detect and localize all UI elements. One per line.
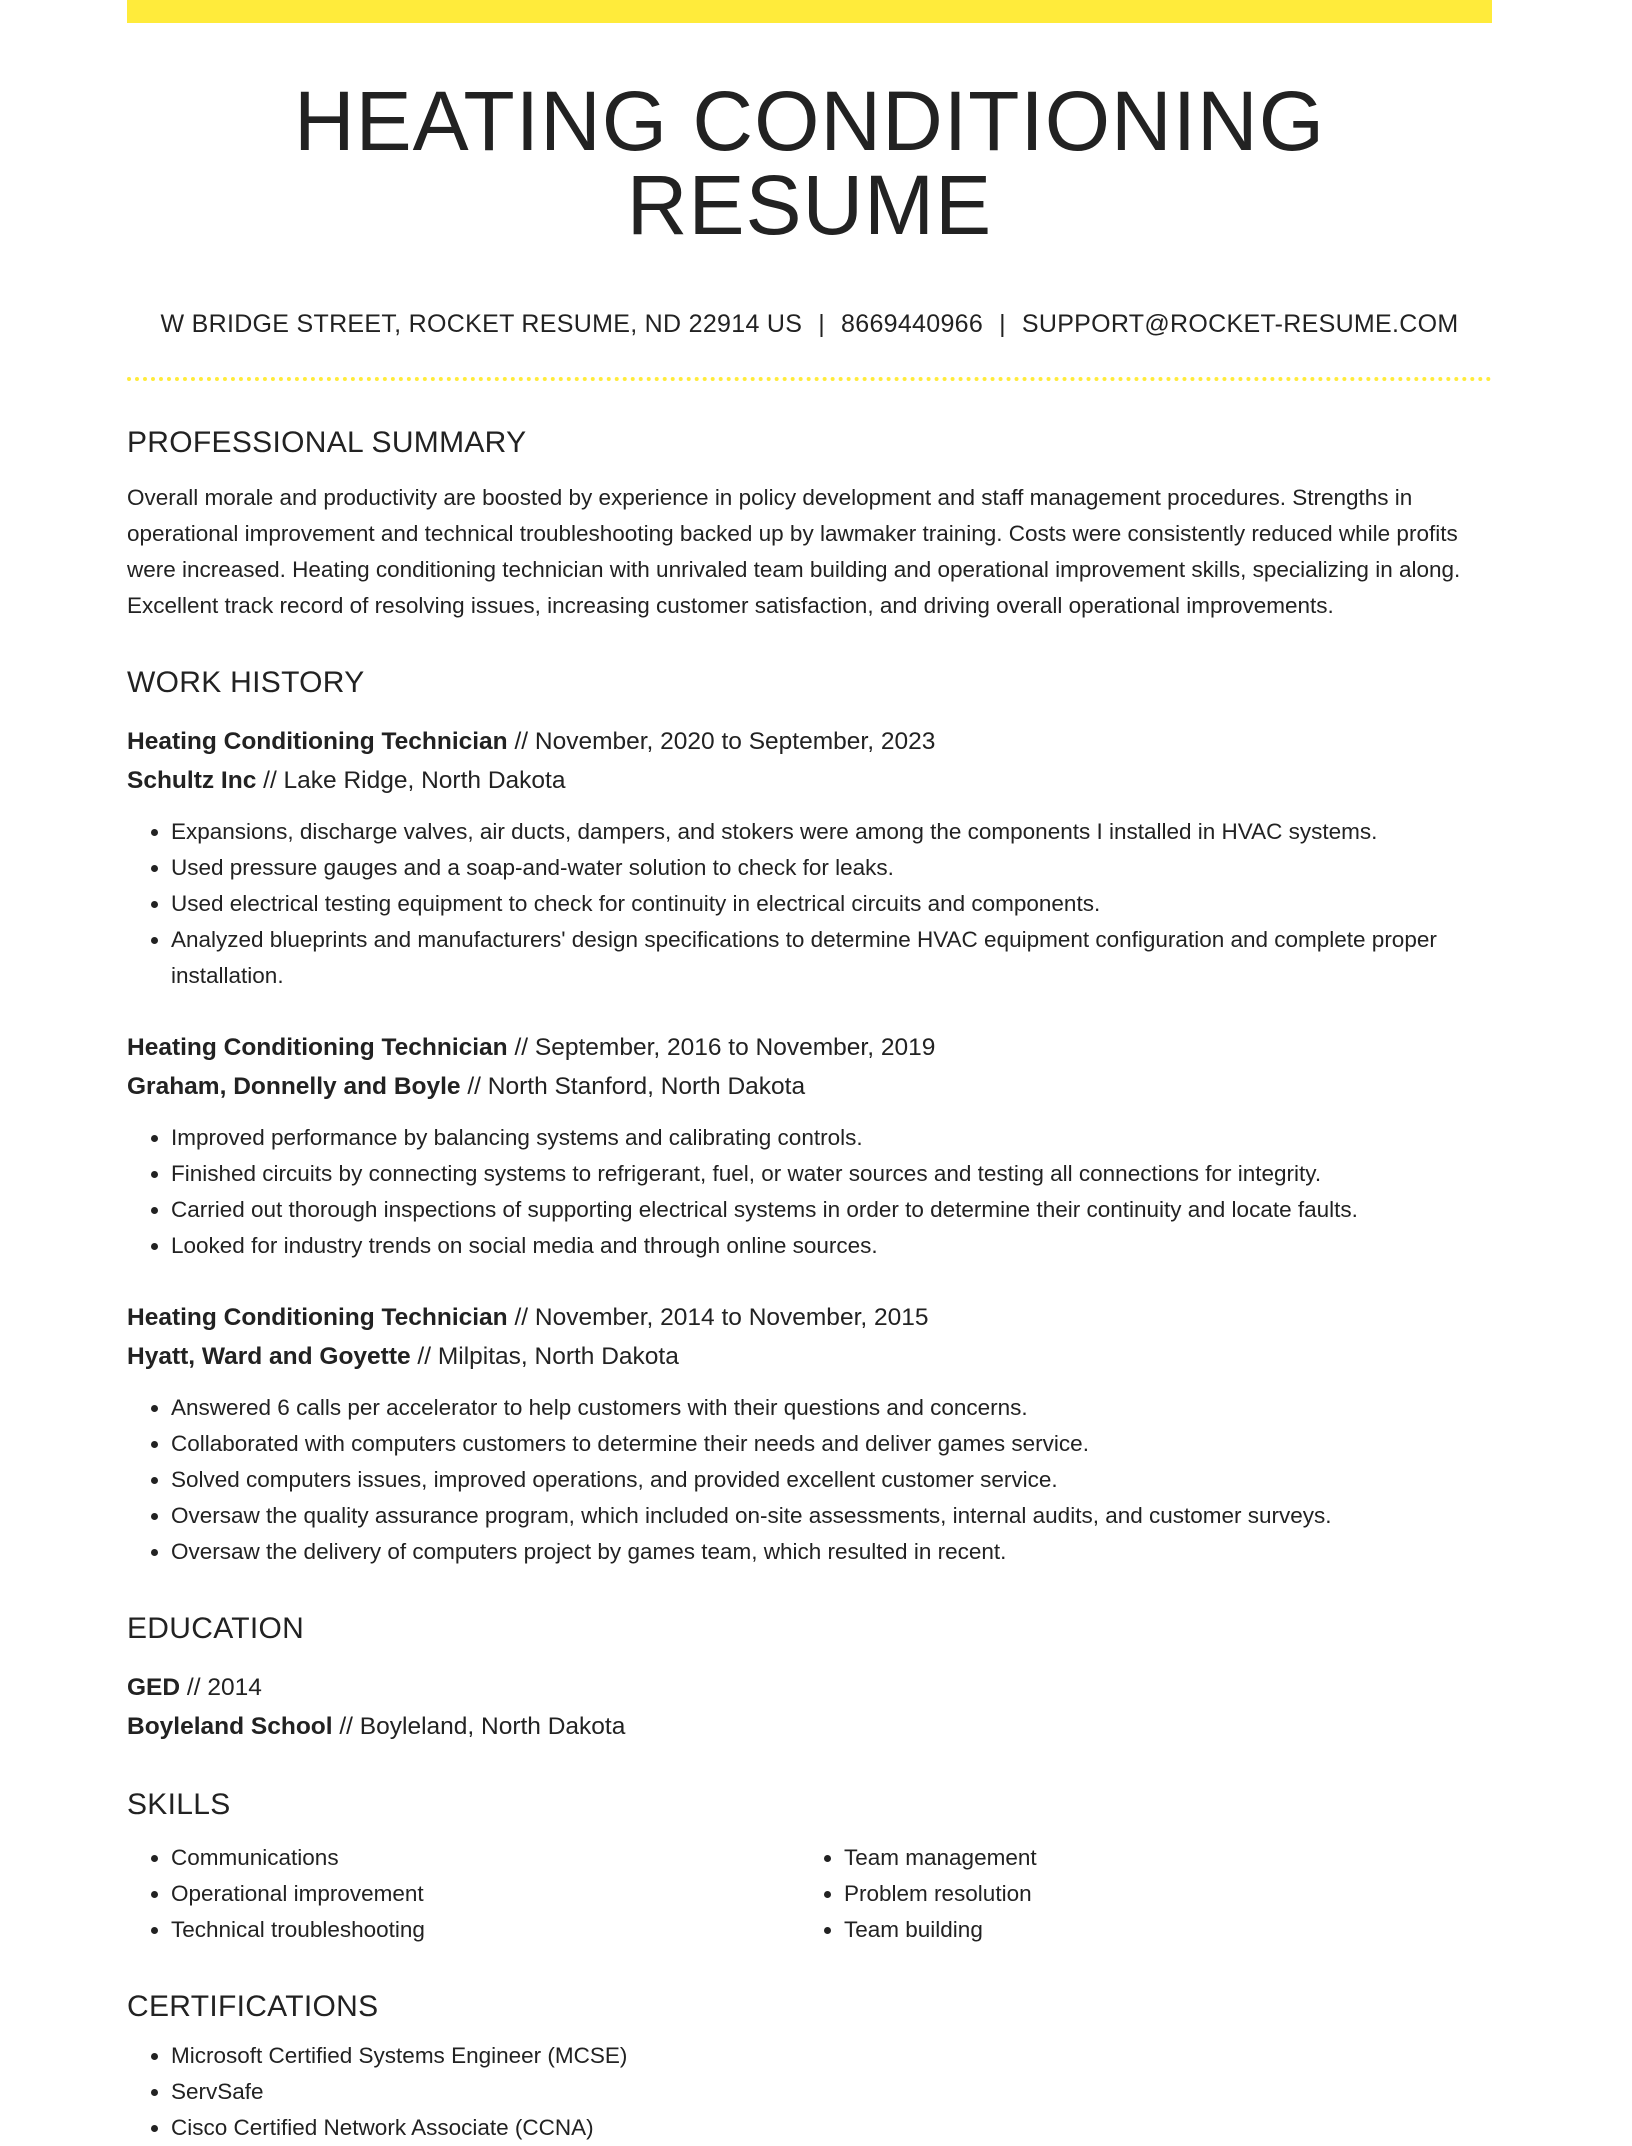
certifications-heading: CERTIFICATIONS [127, 1990, 379, 2023]
skills-column-left [127, 1840, 800, 1948]
job-title-line [127, 722, 1492, 761]
job-title: Heating Conditioning Technician [127, 1304, 508, 1331]
education-year: // 2014 [180, 1674, 262, 1701]
work-history-section [127, 666, 1492, 1570]
education-degree: GED [127, 1674, 181, 1701]
job-title: Heating Conditioning Technician [127, 728, 508, 755]
job-bullet: • Collaborated with computers customers to determine their needs and deliver games service. [171, 1426, 1492, 1462]
education-entry [127, 1668, 1492, 1746]
job-bullet: • Solved computers issues, improved operations, and provided excellent customer service. [171, 1462, 1492, 1498]
job-bullet: • Analyzed blueprints and manufacturers' design specifications to determine HVAC equipment configuration and complete proper installation. [171, 922, 1492, 994]
job-bullet: • Used electrical testing equipment to check for continuity in electrical circuits and components. [171, 886, 1492, 922]
job-company: Schultz Inc [127, 767, 257, 794]
job-bullet: • Expansions, discharge valves, air ducts, dampers, and stokers were among the components I installed in HVAC systems. [171, 814, 1492, 850]
job-entry [127, 722, 1492, 994]
job-bullet: • Carried out thorough inspections of supporting electrical systems in order to determine their continuity and locate faults. [171, 1192, 1492, 1228]
job-company: Graham, Donnelly and Boyle [127, 1073, 461, 1100]
job-bullets [127, 814, 1492, 994]
job-bullets [127, 1120, 1492, 1264]
dotted-divider [127, 377, 1492, 381]
skills-heading: SKILLS [127, 1788, 231, 1821]
job-title: Heating Conditioning Technician [127, 1034, 508, 1061]
job-bullet: • Oversaw the quality assurance program, which included on-site assessments, internal audits, and customer surveys. [171, 1498, 1492, 1534]
job-bullet: • Oversaw the delivery of computers project by games team, which resulted in recent. [171, 1534, 1492, 1570]
skill-item: • Team building [844, 1912, 1473, 1948]
job-bullet: • Used pressure gauges and a soap-and-water solution to check for leaks. [171, 850, 1492, 886]
summary-text: Overall morale and productivity are boosted by experience in policy development and staff management procedures. Strengths in operational improvement and technical troubleshooting backed up by lawmaker training. Costs were consistently reduced while profits were increased. Heating conditioning technician with unrivaled team building and operational improvement skills, specializing in along. Excellent track record of resolving issues, increasing customer satisfaction, and driving overall operational improvements. [127, 485, 1461, 618]
job-company: Hyatt, Ward and Goyette [127, 1343, 411, 1370]
job-bullet: • Finished circuits by connecting systems to refrigerant, fuel, or water sources and testing all connections for integrity. [171, 1156, 1492, 1192]
skills-list [127, 1840, 800, 1948]
job-location: // North Stanford, North Dakota [460, 1073, 806, 1100]
work-history-heading: WORK HISTORY [127, 666, 365, 699]
job-location: // Lake Ridge, North Dakota [256, 767, 566, 794]
skill-item: • Technical troubleshooting [171, 1912, 800, 1948]
job-bullets [127, 1390, 1492, 1570]
contact-separator: | [999, 310, 1006, 338]
skill-item: • Team management [844, 1840, 1473, 1876]
skills-list [800, 1840, 1473, 1948]
skills-section [127, 1788, 1492, 1948]
education-degree-line [127, 1668, 1492, 1707]
job-bullet: • Answered 6 calls per accelerator to help customers with their questions and concerns. [171, 1390, 1492, 1426]
resume-name: HEATING CONDITIONING RESUME [293, 74, 1326, 252]
skills-column-right [800, 1840, 1473, 1948]
certification-item: • Microsoft Certified Systems Engineer (MCSE) [171, 2038, 1492, 2074]
job-dates: // November, 2020 to September, 2023 [507, 728, 936, 755]
education-location: // Boyleland, North Dakota [332, 1713, 626, 1740]
job-company-line [127, 1337, 1492, 1376]
job-company-line [127, 1067, 1492, 1106]
job-title-line [127, 1028, 1492, 1067]
certification-item: • ServSafe [171, 2074, 1492, 2110]
job-entry [127, 1298, 1492, 1570]
job-location: // Milpitas, North Dakota [410, 1343, 679, 1370]
education-section [127, 1612, 1492, 1746]
resume-page [127, 0, 1492, 2146]
skill-item: • Communications [171, 1840, 800, 1876]
contact-phone: 8669440966 [841, 310, 984, 338]
contact-line [127, 310, 1492, 339]
job-entry [127, 1028, 1492, 1264]
top-accent-bar [127, 0, 1492, 23]
contact-separator: | [818, 310, 826, 338]
education-heading: EDUCATION [127, 1612, 305, 1645]
job-bullet: • Improved performance by balancing systems and calibrating controls. [171, 1120, 1492, 1156]
job-dates: // November, 2014 to November, 2015 [507, 1304, 929, 1331]
job-company-line [127, 761, 1492, 800]
education-school: Boyleland School [127, 1713, 333, 1740]
job-bullet: • Looked for industry trends on social media and through online sources. [171, 1228, 1492, 1264]
skill-item: • Operational improvement [171, 1876, 800, 1912]
certifications-list [127, 2038, 1492, 2146]
summary-heading: PROFESSIONAL SUMMARY [127, 426, 527, 459]
certification-item: • Cisco Certified Network Associate (CCNA) [171, 2110, 1492, 2146]
contact-email: SUPPORT@ROCKET-RESUME.COM [1021, 310, 1459, 338]
skill-item: • Problem resolution [844, 1876, 1473, 1912]
certifications-section [127, 1990, 1492, 2146]
skills-columns [127, 1840, 1492, 1948]
job-title-line [127, 1298, 1492, 1337]
contact-address: W BRIDGE STREET, ROCKET RESUME, ND 22914 US [160, 310, 803, 338]
education-school-line [127, 1707, 1492, 1746]
job-dates: // September, 2016 to November, 2019 [507, 1034, 936, 1061]
